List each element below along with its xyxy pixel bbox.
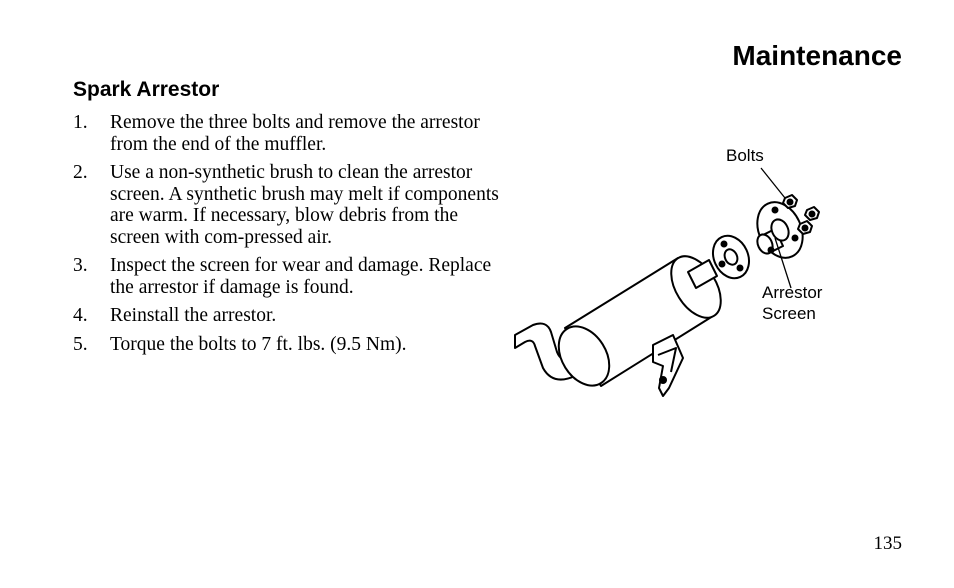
list-item xyxy=(73,305,503,327)
section-title: Spark Arrestor xyxy=(73,78,220,101)
muffler-diagram xyxy=(513,140,853,405)
spark-arrestor-illustration xyxy=(513,140,853,405)
list-item xyxy=(73,334,503,356)
step-text: Remove the three bolts and remove the arrestor from the end of the muffler. xyxy=(110,112,480,155)
arrestor-screen-label-line2: Screen xyxy=(762,304,816,323)
arrestor-screen-label-line1: Arrestor xyxy=(762,283,823,302)
step-number: 5. xyxy=(73,333,88,355)
step-number: 3. xyxy=(73,255,88,276)
list-item xyxy=(73,162,503,248)
bolt-icon xyxy=(805,207,819,220)
steps-list xyxy=(73,112,503,362)
mounting-bracket xyxy=(653,335,683,396)
step-text: Reinstall the arrestor. xyxy=(110,305,277,326)
list-item xyxy=(73,255,503,298)
step-number: 1. xyxy=(73,112,88,133)
step-text: Inspect the screen for wear and damage. Replace the arrestor if damage is found. xyxy=(110,255,492,298)
bolt-icon xyxy=(798,221,812,234)
list-item xyxy=(73,112,503,155)
step-text: Use a non-synthetic brush to clean the arrestor screen. A synthetic brush may melt if components are warm. If necessary, blow debris from the screen with com-pressed air. xyxy=(110,162,499,248)
step-text: Torque the bolts to 7 ft. lbs. (9.5 Nm). xyxy=(110,333,407,355)
bolts-label: Bolts xyxy=(726,146,764,165)
step-number: 2. xyxy=(73,162,88,183)
bolts-leader-line xyxy=(761,168,785,198)
page-number: 135 xyxy=(873,533,902,554)
page-header-title: Maintenance xyxy=(732,40,902,71)
step-number: 4. xyxy=(73,305,88,326)
bolt-icon xyxy=(783,195,797,208)
